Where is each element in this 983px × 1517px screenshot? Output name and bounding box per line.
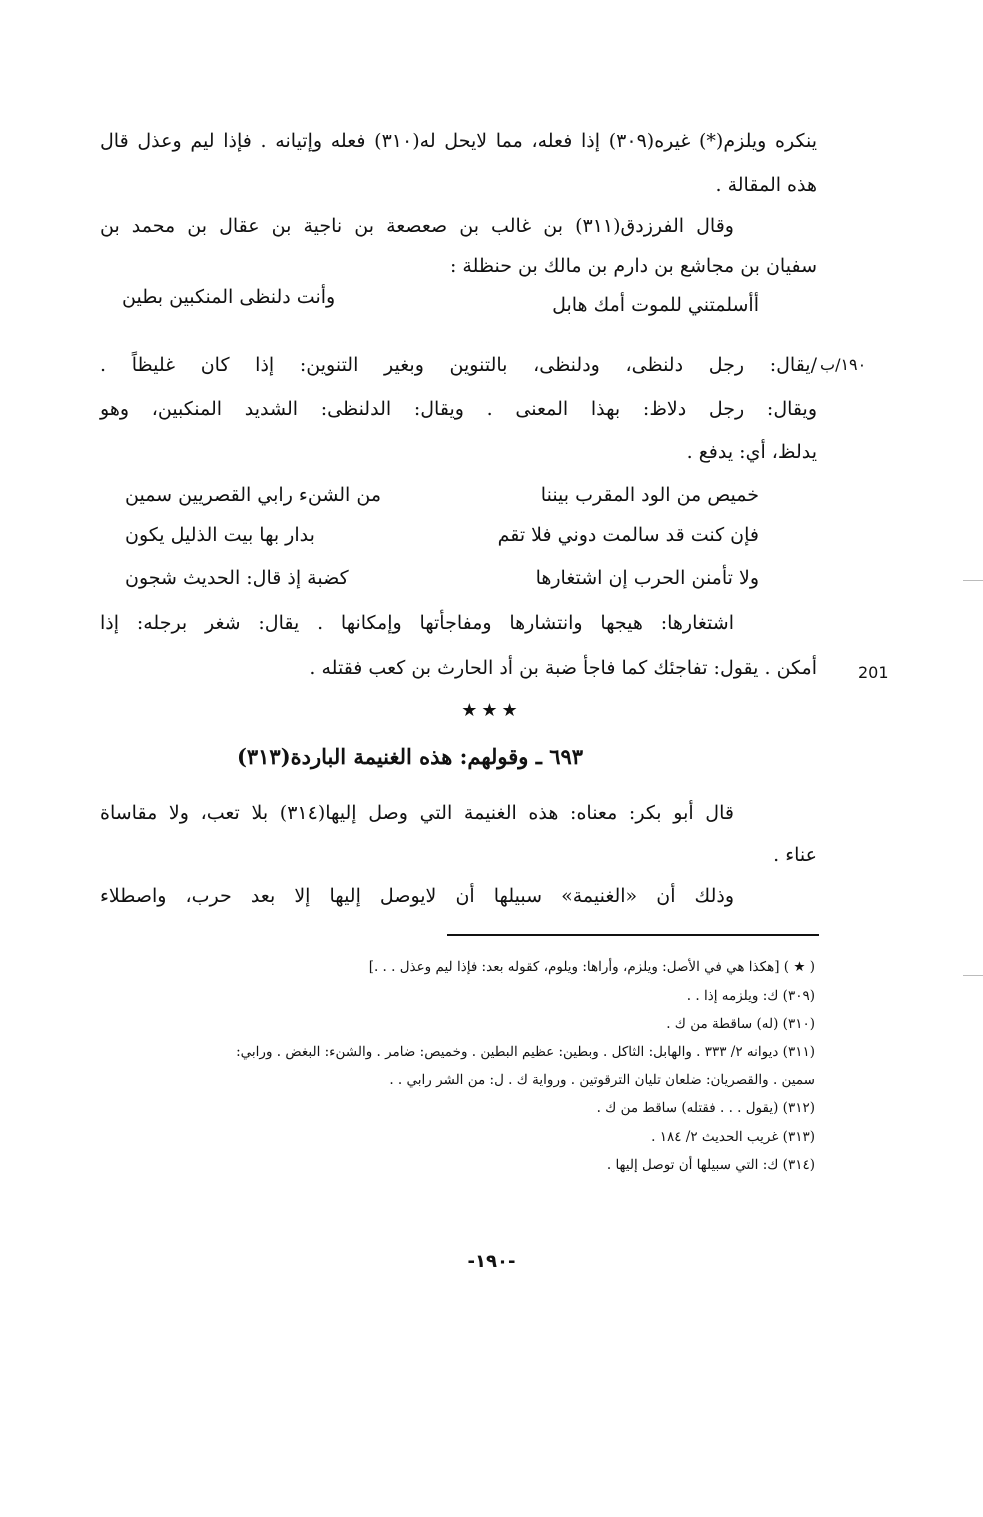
- section-separator: ★★★: [461, 700, 522, 721]
- scan-edge-mark: [963, 580, 983, 581]
- footnote: ( ★ ) [هكذا هي في الأصل: ويلزم، وأراها: ويلوم، كقوله بعد: فإذا ليم وعذل . . .]: [368, 959, 815, 975]
- body-line: وذلك أن «الغنيمة» سبيلها أن لايوصل إليها إلا بعد حرب، واصطلاء: [100, 885, 734, 907]
- body-line: هذه المقالة .: [715, 174, 817, 196]
- body-line: سفيان بن مجاشع بن دارم بن مالك بن حنظلة :: [449, 255, 817, 277]
- verse-hemistich: ولا تأمنن الحرب إن اشتغارها: [535, 567, 759, 589]
- body-line: قال أبو بكر: معناه: هذه الغنيمة التي وصل إليها(٣١٤) بلا تعب، ولا مقاساة: [100, 802, 734, 824]
- footnote: (٣١٢) (يقول . . . فقتله) ساقط من ك .: [596, 1100, 815, 1116]
- body-line: ويقال: رجل دلاظ: بهذا المعنى . ويقال: الدلنظى: الشديد المنكبين، وهو: [100, 398, 817, 420]
- verse-hemistich: من الشنء رابي القصريين سمين: [125, 484, 382, 506]
- verse-hemistich: أأسلمتني للموت أمك هابل: [552, 294, 759, 316]
- folio-marker: ١٩٠/ب: [820, 355, 867, 374]
- footnote: (٣٠٩) ك: ويلزمه إذا . .: [686, 988, 815, 1004]
- body-line: اشتغارها: هيجها وانتشارها ومفاجأتها وإمكانها . يقال: شغر برجله: إذا: [100, 612, 734, 634]
- footnote: (٣١٣) غريب الحديث ٢/ ١٨٤ .: [651, 1129, 815, 1145]
- body-line: أمكن . يقول: تفاجئك كما فاجأ ضبة بن أد الحارث بن كعب فقتله .: [309, 657, 817, 679]
- body-line: عناء .: [773, 844, 817, 866]
- verse-hemistich: فإن كنت قد سالمت دوني فلا تقم: [497, 524, 759, 546]
- verse-hemistich: كضبة إذ قال: الحديث شجون: [125, 567, 349, 589]
- body-line: وقال الفرزدق(٣١١) بن غالب بن صعصعة بن ناجية بن عقال بن محمد بن: [100, 215, 734, 237]
- verse-hemistich: بدار بها بيت الذليل يكون: [125, 524, 315, 546]
- footnote-rule: [447, 934, 819, 936]
- footnote: (٣١٤) ك: التي سبيلها أن توصل إليها .: [606, 1157, 815, 1173]
- body-line: يدلظ، أي: يدفع .: [686, 441, 817, 463]
- body-line: ينكره ويلزم(*) غيره(٣٠٩) إذا فعله، مما لايحل له(٣١٠) فعله وإتيانه . فإذا ليم وعذل قال: [100, 130, 817, 152]
- footnote: (٣١١) ديوانه ٢/ ٣٣٣ . والهابل: الثاكل . وبطين: عظيم البطين . وخميص: ضامر . والشنء: البغض . ورابي:: [236, 1044, 815, 1060]
- section-heading: ٦٩٣ ـ وقولهم: هذه الغنيمة الباردة(٣١٣): [236, 744, 584, 769]
- body-line: /يقال: رجل دلنظى، ودلنظى، بالتنوين وبغير التنوين: إذا كان غليظاً .: [100, 354, 817, 376]
- footnote-continuation: سمين . والقصريان: ضلعان تليان الترقوتين . ورواية ك . ل: من الشر رابي . .: [389, 1072, 815, 1088]
- scan-edge-mark: [963, 975, 983, 976]
- page-reference: 201: [858, 663, 889, 682]
- page-number: -١٩٠-: [467, 1251, 516, 1272]
- verse-hemistich: خميص من الود المقرب بيننا: [540, 484, 759, 506]
- verse-hemistich: وأنت دلنظى المنكبين بطين: [122, 286, 336, 308]
- footnote: (٣١٠) (له) ساقطة من ك .: [666, 1016, 815, 1032]
